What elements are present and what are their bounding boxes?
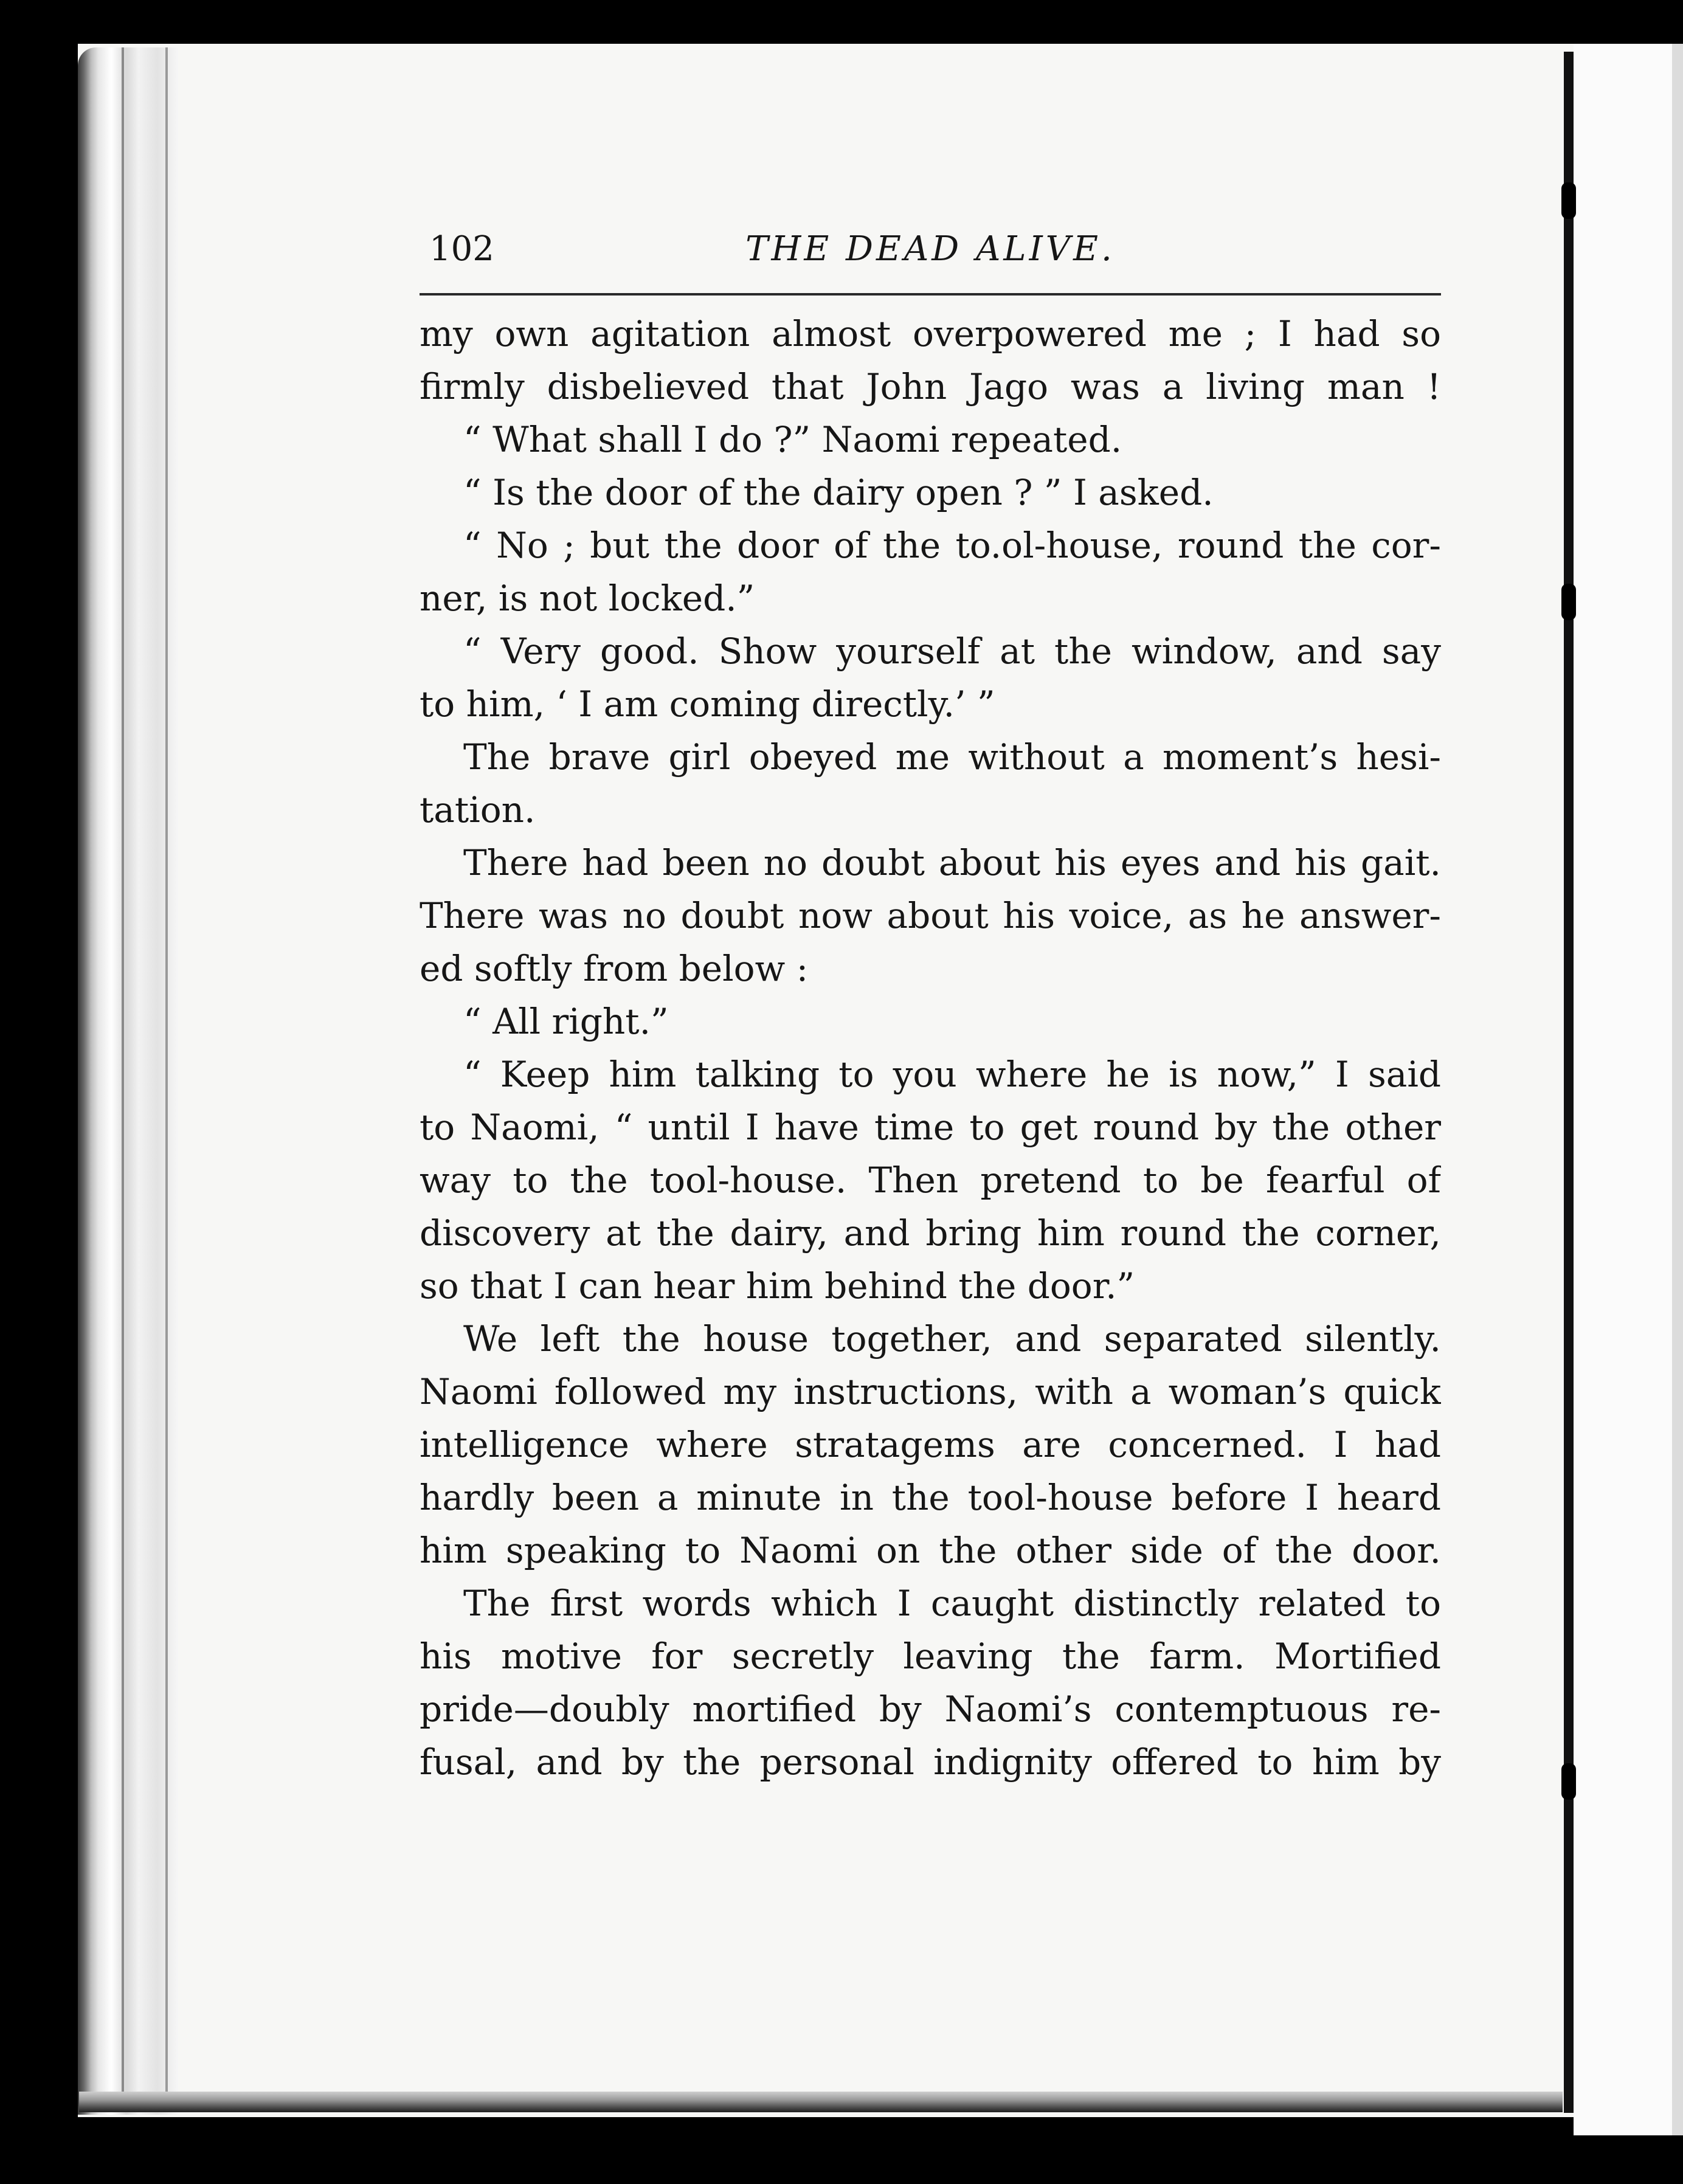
text-line: tation. — [420, 789, 536, 831]
text-line: “ Is the door of the dairy open ? ” I asked. — [463, 472, 1214, 513]
text-line: “ No ; but the door of the to.ol-house, round the cor- — [463, 525, 1441, 566]
facing-page-strip — [1574, 44, 1683, 2135]
text-line: discovery at the dairy, and bring him round the corner, — [420, 1212, 1441, 1254]
facing-page-shadow — [1672, 44, 1683, 2135]
text-line: Naomi followed my instructions, with a woman’s quick — [420, 1371, 1441, 1412]
page-number: 102 — [429, 229, 494, 269]
text-line: The first words which I caught distinctly related to — [463, 1583, 1441, 1624]
text-line: to Naomi, “ until I have time to get round by the other — [420, 1107, 1441, 1148]
book-spine-edge — [78, 47, 178, 2115]
running-title: THE DEAD ALIVE. — [745, 229, 1115, 269]
running-head — [420, 219, 1441, 280]
page-edge-line — [122, 47, 124, 2103]
text-line: “ Keep him talking to you where he is now,” I said — [463, 1054, 1441, 1095]
text-line: fusal, and by the personal indignity offered to him by — [420, 1741, 1441, 1783]
text-line: him speaking to Naomi on the other side of the door. — [420, 1530, 1441, 1571]
body-text — [420, 308, 1441, 1789]
text-line: “ All right.” — [463, 1001, 669, 1042]
text-line: ner, is not locked.” — [420, 578, 755, 619]
book-bottom-edge — [79, 2092, 1563, 2112]
binding-knot — [1561, 584, 1576, 620]
text-line: firmly disbelieved that John Jago was a living man ! — [420, 366, 1441, 407]
text-line: ed softly from below : — [420, 948, 809, 989]
text-line: The brave girl obeyed me without a moment’s hesi- — [463, 736, 1441, 778]
text-line: way to the tool-house. Then pretend to be fearful of — [420, 1159, 1441, 1201]
book-page-text — [420, 219, 1441, 1789]
text-line: “ Very good. Show yourself at the window, and say — [463, 631, 1441, 672]
text-line: We left the house together, and separated silently. — [463, 1318, 1441, 1360]
binding-thread — [1564, 52, 1574, 2113]
text-line: intelligence where stratagems are concerned. I had — [420, 1424, 1441, 1465]
text-line: so that I can hear him behind the door.” — [420, 1265, 1135, 1307]
text-line: his motive for secretly leaving the farm. Mortified — [420, 1636, 1441, 1677]
binding-knot — [1561, 182, 1576, 219]
text-line: my own agitation almost overpowered me ; I had so — [420, 313, 1441, 354]
text-line: to him, ‘ I am coming directly.’ ” — [420, 683, 995, 725]
text-line: pride—doubly mortified by Naomi’s contemptuous re- — [420, 1688, 1441, 1730]
text-line: hardly been a minute in the tool-house before I heard — [420, 1477, 1441, 1518]
text-line: There was no doubt now about his voice, as he answer- — [420, 895, 1441, 936]
header-rule — [420, 293, 1441, 295]
binding-knot — [1561, 1763, 1576, 1800]
text-line: There had been no doubt about his eyes and his gait. — [463, 842, 1441, 883]
page-edge-line — [165, 47, 168, 2103]
text-line: “ What shall I do ?” Naomi repeated. — [463, 419, 1122, 460]
